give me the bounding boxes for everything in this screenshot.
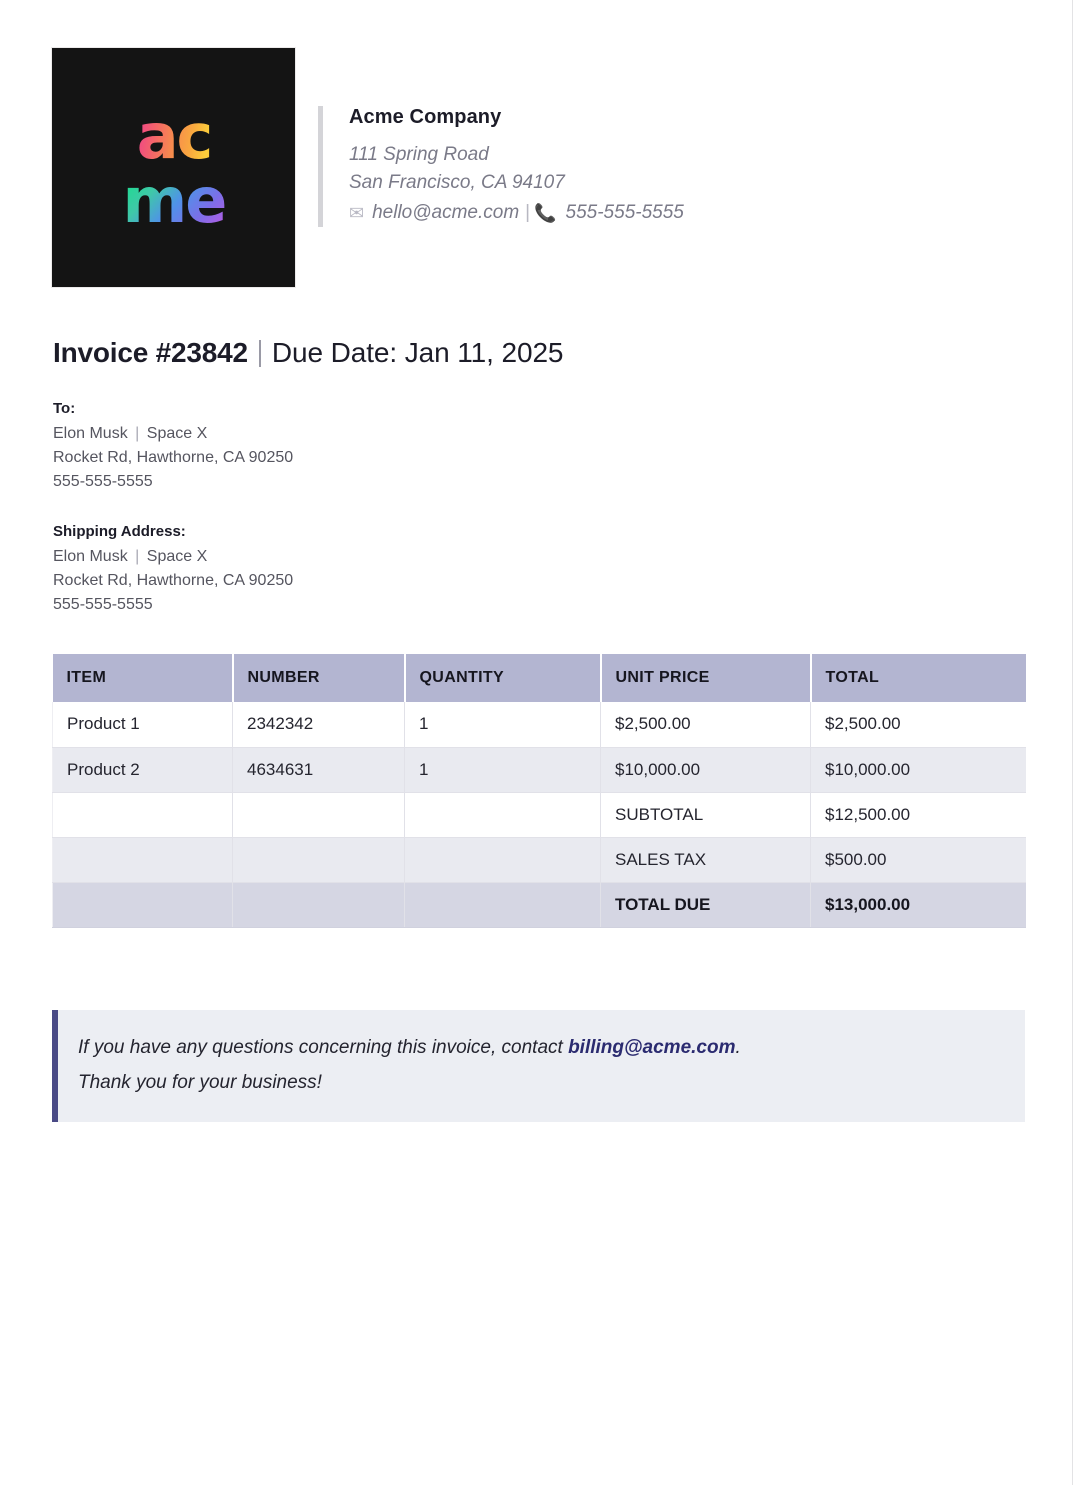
company-contact-line <box>349 199 684 227</box>
cell-unit-price: $2,500.00 <box>601 702 811 747</box>
shipping-name: Elon Musk <box>53 548 128 565</box>
bill-to-block <box>53 398 293 494</box>
cell-item: Product 1 <box>53 702 233 747</box>
cell-empty <box>233 837 405 882</box>
bill-to-label: To: <box>53 400 76 417</box>
phone-icon: 📞 <box>534 203 557 223</box>
cell-number: 4634631 <box>233 747 405 792</box>
shipping-label: Shipping Address: <box>53 523 186 540</box>
bill-to-address: Rocket Rd, Hawthorne, CA 90250 <box>53 449 294 466</box>
sales-tax-row <box>53 837 1026 882</box>
company-address-line-2: San Francisco, CA 94107 <box>349 172 565 193</box>
column-header-quantity: QUANTITY <box>405 654 601 702</box>
cell-empty <box>405 882 601 927</box>
company-address-line-1: 111 Spring Road <box>349 144 489 165</box>
cell-item: Product 2 <box>53 747 233 792</box>
column-header-total: TOTAL <box>811 654 1026 702</box>
invoice-title <box>53 337 563 369</box>
shipping-separator: | <box>135 548 140 565</box>
table-header <box>53 654 1026 702</box>
company-logo <box>52 48 295 287</box>
cell-quantity: 1 <box>405 702 601 747</box>
page-edge-line <box>1072 0 1073 1485</box>
bill-to-phone: 555-555-5555 <box>53 473 153 490</box>
bill-to-name-line <box>53 422 293 446</box>
bill-to-separator: | <box>135 425 140 442</box>
column-header-unit-price: UNIT PRICE <box>601 654 811 702</box>
cell-number: 2342342 <box>233 702 405 747</box>
table-body <box>53 702 1026 927</box>
sales-tax-label: SALES TAX <box>601 837 811 882</box>
total-due-label: TOTAL DUE <box>601 882 811 927</box>
note-text-after: . <box>735 1037 741 1058</box>
shipping-address-block <box>53 521 293 617</box>
invoice-header <box>52 48 684 287</box>
bill-to-name: Elon Musk <box>53 425 128 442</box>
company-email[interactable]: hello@acme.com <box>372 202 520 223</box>
acme-logo-icon <box>99 100 249 235</box>
billing-email-link[interactable]: billing@acme.com <box>568 1037 736 1058</box>
note-line-2: Thank you for your business! <box>78 1072 322 1093</box>
shipping-phone: 555-555-5555 <box>53 596 153 613</box>
company-phone[interactable]: 555-555-5555 <box>565 202 684 223</box>
title-separator <box>259 340 261 367</box>
table-header-row <box>53 654 1026 702</box>
invoice-due-date: Due Date: Jan 11, 2025 <box>271 337 564 368</box>
note-line-1 <box>78 1030 1025 1065</box>
cell-empty <box>405 837 601 882</box>
shipping-name-line <box>53 545 293 569</box>
subtotal-label: SUBTOTAL <box>601 792 811 837</box>
cell-empty <box>53 792 233 837</box>
cell-empty <box>53 882 233 927</box>
sales-tax-value: $500.00 <box>811 837 1026 882</box>
cell-empty <box>405 792 601 837</box>
cell-unit-price: $10,000.00 <box>601 747 811 792</box>
cell-total: $2,500.00 <box>811 702 1026 747</box>
shipping-org: Space X <box>146 548 208 565</box>
invoice-line-items-table <box>52 654 1026 928</box>
envelope-icon: ✉ <box>349 203 365 223</box>
company-name: Acme Company <box>349 106 502 128</box>
table-row <box>53 747 1026 792</box>
company-divider <box>318 106 323 227</box>
bill-to-org: Space X <box>146 425 208 442</box>
cell-total: $10,000.00 <box>811 747 1026 792</box>
subtotal-value: $12,500.00 <box>811 792 1026 837</box>
company-info-block <box>318 48 684 227</box>
cell-quantity: 1 <box>405 747 601 792</box>
subtotal-row <box>53 792 1026 837</box>
svg-text:me: me <box>122 164 225 235</box>
contact-separator: | <box>525 202 531 223</box>
column-header-number: NUMBER <box>233 654 405 702</box>
cell-empty <box>233 792 405 837</box>
shipping-address: Rocket Rd, Hawthorne, CA 90250 <box>53 572 294 589</box>
total-due-row <box>53 882 1026 927</box>
note-text-before: If you have any questions concerning this invoice, contact <box>78 1037 569 1058</box>
invoice-note-box <box>52 1010 1025 1122</box>
total-due-value: $13,000.00 <box>811 882 1026 927</box>
table-row <box>53 702 1026 747</box>
column-header-item: ITEM <box>53 654 233 702</box>
cell-empty <box>233 882 405 927</box>
cell-empty <box>53 837 233 882</box>
svg-text:ac: ac <box>136 100 211 173</box>
invoice-number: Invoice #23842 <box>53 337 248 368</box>
